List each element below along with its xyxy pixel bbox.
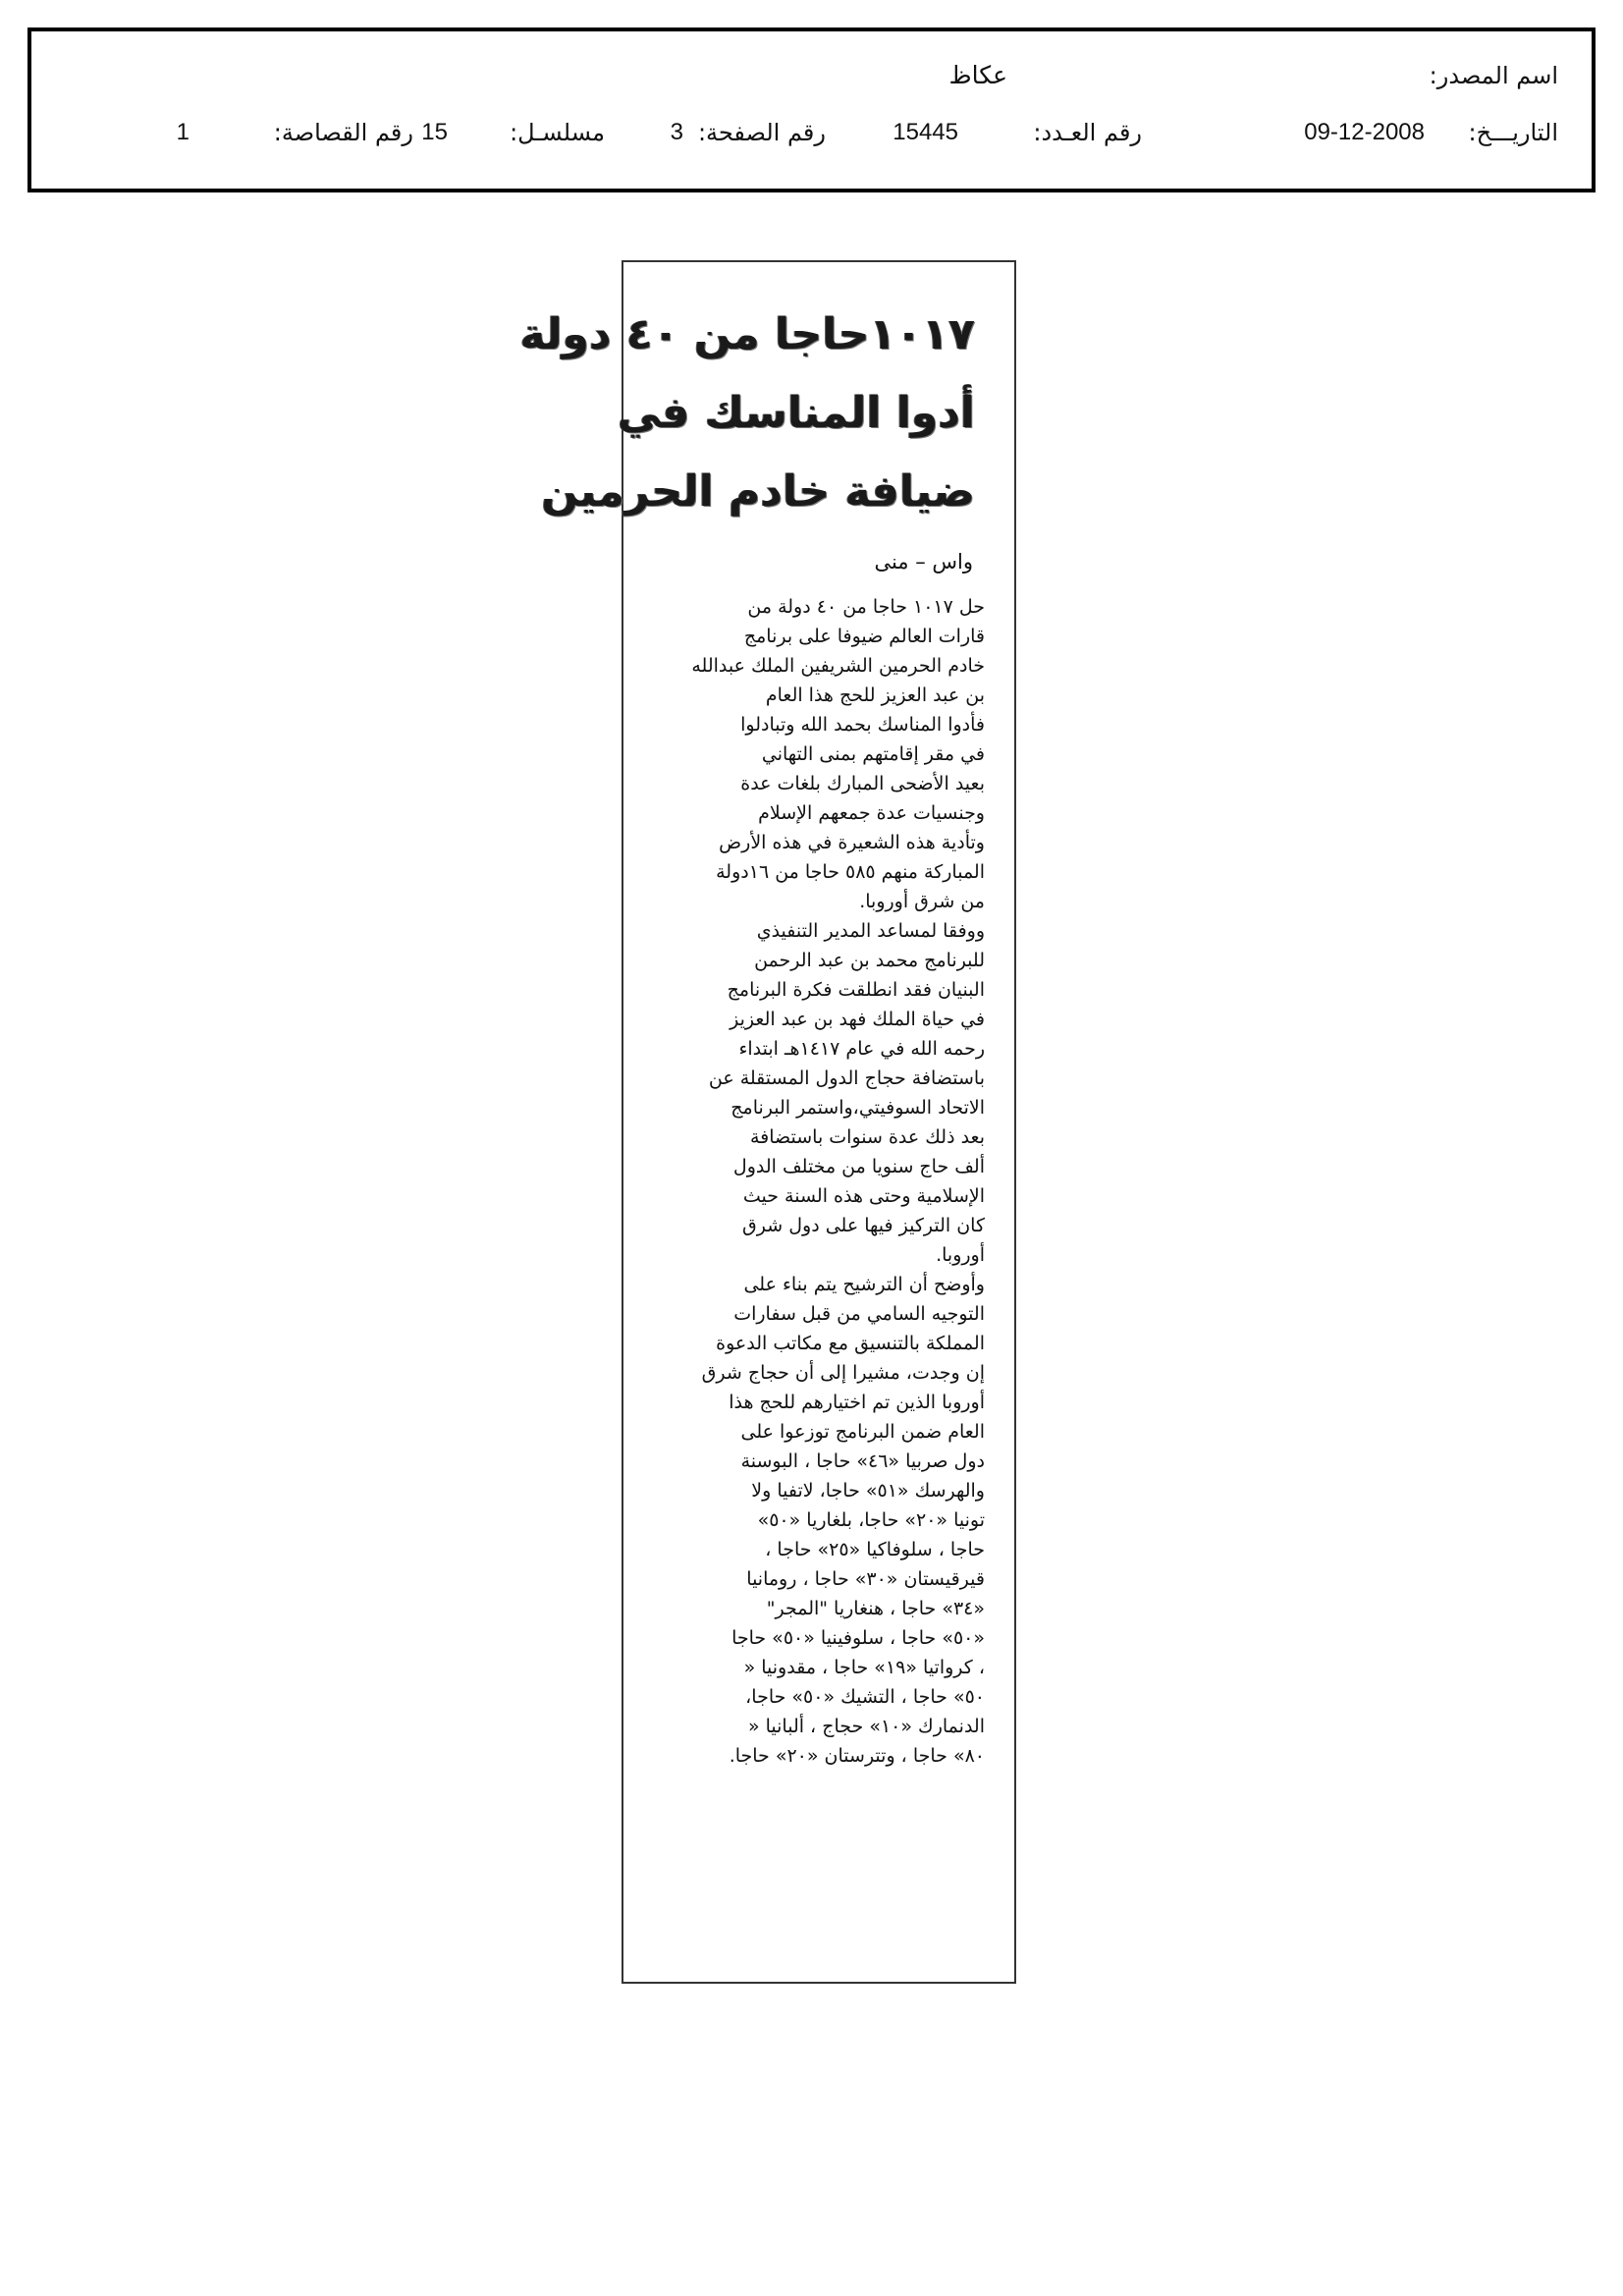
article-body-line: فأدوا المناسك بحمد الله وتبادلوا — [740, 714, 985, 736]
article-body-line: بعد ذلك عدة سنوات باستضافة — [749, 1126, 985, 1148]
article-body-line: حل ١٠١٧ حاجا من ٤٠ دولة من — [747, 596, 985, 618]
article-body-line: دول صربيا «٤٦» حاجا ، البوسنة — [740, 1450, 985, 1472]
article-body-line: الاتحاد السوفيتي،واستمر البرنامج — [730, 1097, 985, 1119]
article-body-line: «٥٠» حاجا ، سلوفينيا «٥٠» حاجا — [731, 1627, 985, 1649]
source-value: عكاظ — [948, 61, 1007, 89]
article-body-line: التوجيه السامي من قبل سفارات — [733, 1303, 985, 1325]
article-body-line: قيرقيستان «٣٠» حاجا ، رومانيا — [746, 1568, 985, 1590]
date-label: التاريـــخ: — [1468, 119, 1558, 146]
article-body-line: في حياة الملك فهد بن عبد العزيز — [730, 1009, 985, 1030]
article-body-line: ألف حاج سنويا من مختلف الدول — [732, 1156, 985, 1177]
date-value: 09-12-2008 — [1304, 119, 1425, 145]
serial-value: 15 — [421, 119, 448, 145]
article-body-line: المباركة منهم ٥٨٥ حاجا من ١٦دولة — [716, 861, 985, 883]
article-headline — [519, 296, 975, 531]
issue-label: رقم العـدد: — [1033, 119, 1142, 146]
article-body-line: والهرسك «٥١» حاجا، لاتفيا ولا — [751, 1480, 985, 1502]
page-value: 3 — [670, 119, 683, 145]
article-body-line: باستضافة حجاج الدول المستقلة عن — [708, 1067, 985, 1089]
newspaper-clipping — [519, 260, 1016, 1984]
article-body — [645, 592, 985, 1771]
article-body-line: البنيان فقد انطلقت فكرة البرنامج — [727, 979, 985, 1001]
article-body-line: أوروبا. — [936, 1244, 985, 1266]
headline-line: ضيافة خادم الحرمين — [541, 466, 975, 517]
article-body-line: تونيا «٢٠» حاجا، بلغاريا «٥٠» — [757, 1509, 985, 1531]
article-body-line: وتأدية هذه الشعيرة في هذه الأرض — [719, 832, 985, 853]
article-body-line: ٨٠» حاجا ، وتترستان «٢٠» حاجا. — [729, 1745, 985, 1767]
headline-line: ١٠١٧حاجا من ٤٠ دولة — [519, 309, 975, 359]
article-body-line: بعيد الأضحى المبارك بلغات عدة — [740, 773, 985, 794]
article-body-line: أوروبا الذين تم اختيارهم للحج هذا — [729, 1392, 985, 1413]
article-body-line: من شرق أوروبا. — [859, 891, 985, 912]
article-body-line: المملكة بالتنسيق مع مكاتب الدعوة — [716, 1333, 985, 1354]
article-body-line: للبرنامج محمد بن عبد الرحمن — [754, 950, 985, 971]
article-body-line: وجنسيات عدة جمعهم الإسلام — [758, 802, 985, 824]
article-body-line: وأوضح أن الترشيح يتم بناء على — [743, 1274, 985, 1295]
article-body-line: حاجا ، سلوفاكيا «٢٥» حاجا ، — [765, 1539, 985, 1560]
article-body-line: في مقر إقامتهم بمنى التهاني — [761, 743, 985, 765]
issue-value: 15445 — [893, 119, 958, 145]
clipping-header-box — [27, 27, 1596, 192]
article-body-line: إن وجدت، مشيرا إلى أن حجاج شرق — [701, 1362, 985, 1384]
article-body-line: قارات العالم ضيوفا على برنامج — [743, 626, 985, 647]
article-byline: واس – منى — [874, 550, 973, 574]
article-body-line: الدنمارك «١٠» حجاج ، ألبانيا « — [747, 1716, 985, 1737]
page-label: رقم الصفحة: — [697, 119, 826, 146]
clip-value: 1 — [176, 119, 189, 145]
article-body-line: العام ضمن البرنامج توزعوا على — [740, 1421, 985, 1443]
article-body-line: ٥٠» حاجا ، التشيك «٥٠» حاجا، — [745, 1686, 985, 1708]
clip-label: رقم القصاصة: — [273, 119, 413, 146]
article-body-line: كان التركيز فيها على دول شرق — [742, 1215, 985, 1236]
source-label: اسم المصدر: — [1429, 62, 1558, 89]
article-body-line: ووفقا لمساعد المدير التنفيذي — [756, 920, 985, 942]
article-body-line: ، كرواتيا «١٩» حاجا ، مقدونيا « — [743, 1657, 985, 1678]
article-body-line: الإسلامية وحتى هذه السنة حيث — [742, 1185, 985, 1207]
serial-label: مسلسـل: — [510, 119, 605, 146]
article-body-line: «٣٤» حاجا ، هنغاريا "المجر" — [766, 1598, 985, 1619]
article-body-line: رحمه الله في عام ١٤١٧هـ ابتداء — [738, 1038, 985, 1060]
article-body-line: خادم الحرمين الشريفين الملك عبدالله — [691, 655, 985, 677]
headline-line: أدوا المناسك في — [618, 388, 975, 438]
article-body-line: بن عبد العزيز للحج هذا العام — [765, 684, 985, 706]
